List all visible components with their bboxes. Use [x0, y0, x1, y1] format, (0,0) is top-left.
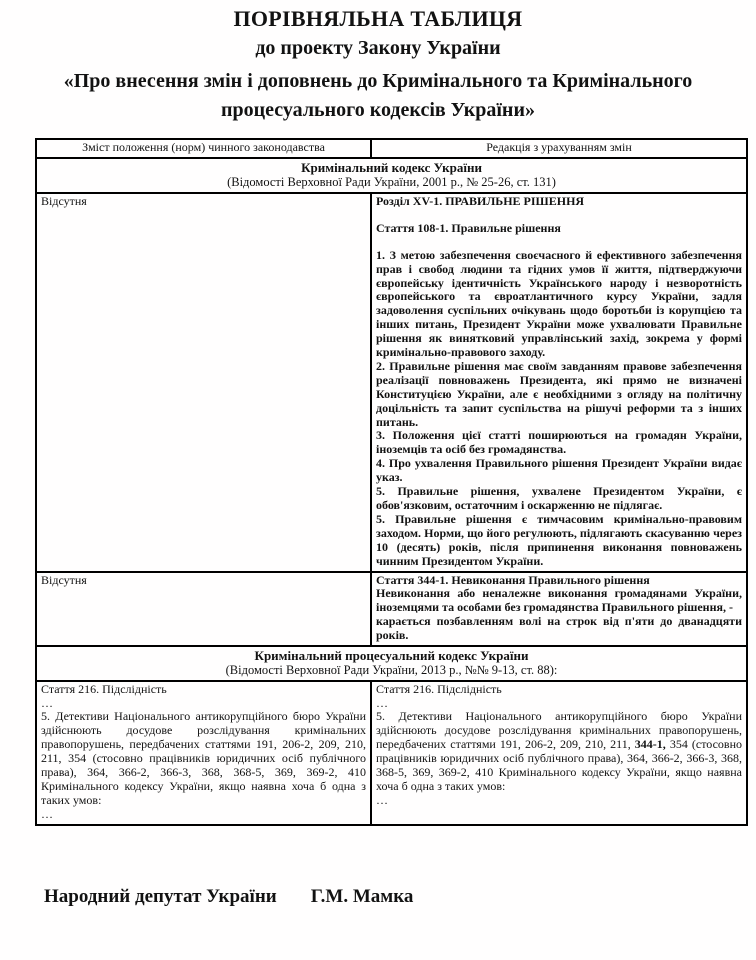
article-108-1-heading: Стаття 108-1. Правильне рішення [376, 220, 561, 235]
section-row-criminal-code [36, 158, 747, 193]
article-paragraph: 2. Правильне рішення має своїм завданням правове забезпечення реалізації повноважень Президента, які прямо не визначені Конституцією України, але є необхідними з огляду на політичну доцільність та запит суспільства на рішучі реформи та з інших питань. [376, 358, 742, 429]
title-block [0, 0, 756, 125]
ellipsis: … [41, 695, 53, 710]
ellipsis: … [41, 806, 53, 821]
amended-article-number: 344-1, [634, 737, 666, 752]
row1-left-cell: Відсутня [36, 193, 371, 572]
article-216-heading: Стаття 216. Підслідність [376, 681, 502, 696]
signature-title: Народний депутат України [44, 886, 277, 907]
section-row-criminal-procedure-code [36, 646, 747, 681]
article-344-1-body: Невиконання або неналежне виконання громадянами України, іноземцями та особами без громадянства Правильного рішення, - [376, 586, 742, 615]
chapter-heading: Розділ XV-1. ПРАВИЛЬНЕ РІШЕННЯ [376, 193, 585, 208]
paragraph-text: 5. Детективи Національного антикорупційного бюро України здійснюють досудове розслідування кримінальних правопорушень, передбачених статтями 191, 206-2, 209, 210, 211, [376, 709, 742, 752]
document-subtitle: до проекту Закону України [255, 37, 501, 60]
article-216-heading: Стаття 216. Підслідність [41, 681, 167, 696]
document-law-name: «Про внесення змін і доповнень до Кримінального та Кримінального процесуального кодексів України» [63, 70, 693, 122]
article-paragraph: 3. Положення цієї статті поширюються на громадян України, іноземців та осіб без громадянства. [376, 428, 742, 457]
row3-right-cell [371, 681, 747, 825]
paragraph-text: 354 (стосовно працівників юридичних осіб публічного права), 364, 366-2, 366-3, 368, 368-5, 369, 369-2, 410 Кримінального кодексу України, якщо наявна хоча б одна з таких умов: [376, 737, 743, 793]
header-amended-version: Редакція з урахуванням змін [371, 139, 747, 158]
article-paragraph: 4. Про ухвалення Правильного рішення Президент України видає указ. [376, 456, 742, 485]
row2-left-cell: Відсутня [36, 572, 371, 647]
signature-block [44, 886, 413, 908]
signature-name: Г.М. Мамка [310, 886, 414, 907]
section2-title: Кримінальний процесуальний кодекс України [254, 648, 529, 664]
row2-right-cell [371, 572, 747, 647]
table-row [36, 572, 747, 647]
table-row [36, 681, 747, 825]
section1-subtitle: (Відомості Верховної Ради України, 2001 р., № 25-26, ст. 131) [227, 175, 556, 190]
table-row [36, 193, 747, 572]
header-current-law: Зміст положення (норм) чинного законодавства [36, 139, 371, 158]
article-paragraph: 1. З метою забезпечення своєчасного й ефективного забезпечення прав і свобод людини та гідних умов її життя, підтверджуючи європейську ідентичність Українського народу і незворотність європейського та євроатлантичного курсу України, задля задоволення суспільних очікувань щодо боротьби із корупцією та інших питань, Президент України може ухвалювати Правильне рішення як винятковий управлінський захід, зокрема у формі кримінально-правового заходу. [376, 247, 742, 360]
row3-left-cell [36, 681, 371, 825]
article-216-paragraph-amended [376, 710, 742, 793]
section1-title: Кримінальний кодекс України [301, 160, 482, 176]
ellipsis: … [376, 695, 388, 710]
document-title: ПОРІВНЯЛЬНА ТАБЛИЦЯ [233, 6, 523, 31]
ellipsis: … [376, 792, 388, 807]
article-216-paragraph: 5. Детективи Національного антикорупційного бюро України здійснюють досудове розслідування кримінальних правопорушень, передбачених статтями 191, 206-2, 209, 210, 211, 354 (стосовно працівників юридичних осіб публічного права), 364, 366-2, 366-3, 368, 368-5, 369, 369-2, 410 Кримінального кодексу України, якщо наявна хоча б одна з таких умов: [41, 709, 366, 807]
article-paragraph: 5. Правильне рішення є тимчасовим кримінально-правовим заходом. Норми, що його регулюють, підлягають скасуванню через 10 (десять) років, після припинення виконання повноважень чинним Президентом України. [376, 511, 742, 568]
article-344-1-sanction: карається позбавленням волі на строк від п'яти до дванадцяти років. [376, 614, 742, 643]
comparison-table [35, 138, 748, 825]
article-344-1-heading: Стаття 344-1. Невиконання Правильного рішення [376, 572, 650, 587]
row1-right-cell [371, 193, 747, 572]
table-header-row [36, 139, 747, 158]
section2-subtitle: (Відомості Верховної Ради України, 2013 р., №№ 9-13, ст. 88): [225, 663, 558, 678]
article-paragraph: 5. Правильне рішення, ухвалене Президентом України, є обов'язковим, остаточним і оскарженню не підлягає. [376, 484, 742, 512]
